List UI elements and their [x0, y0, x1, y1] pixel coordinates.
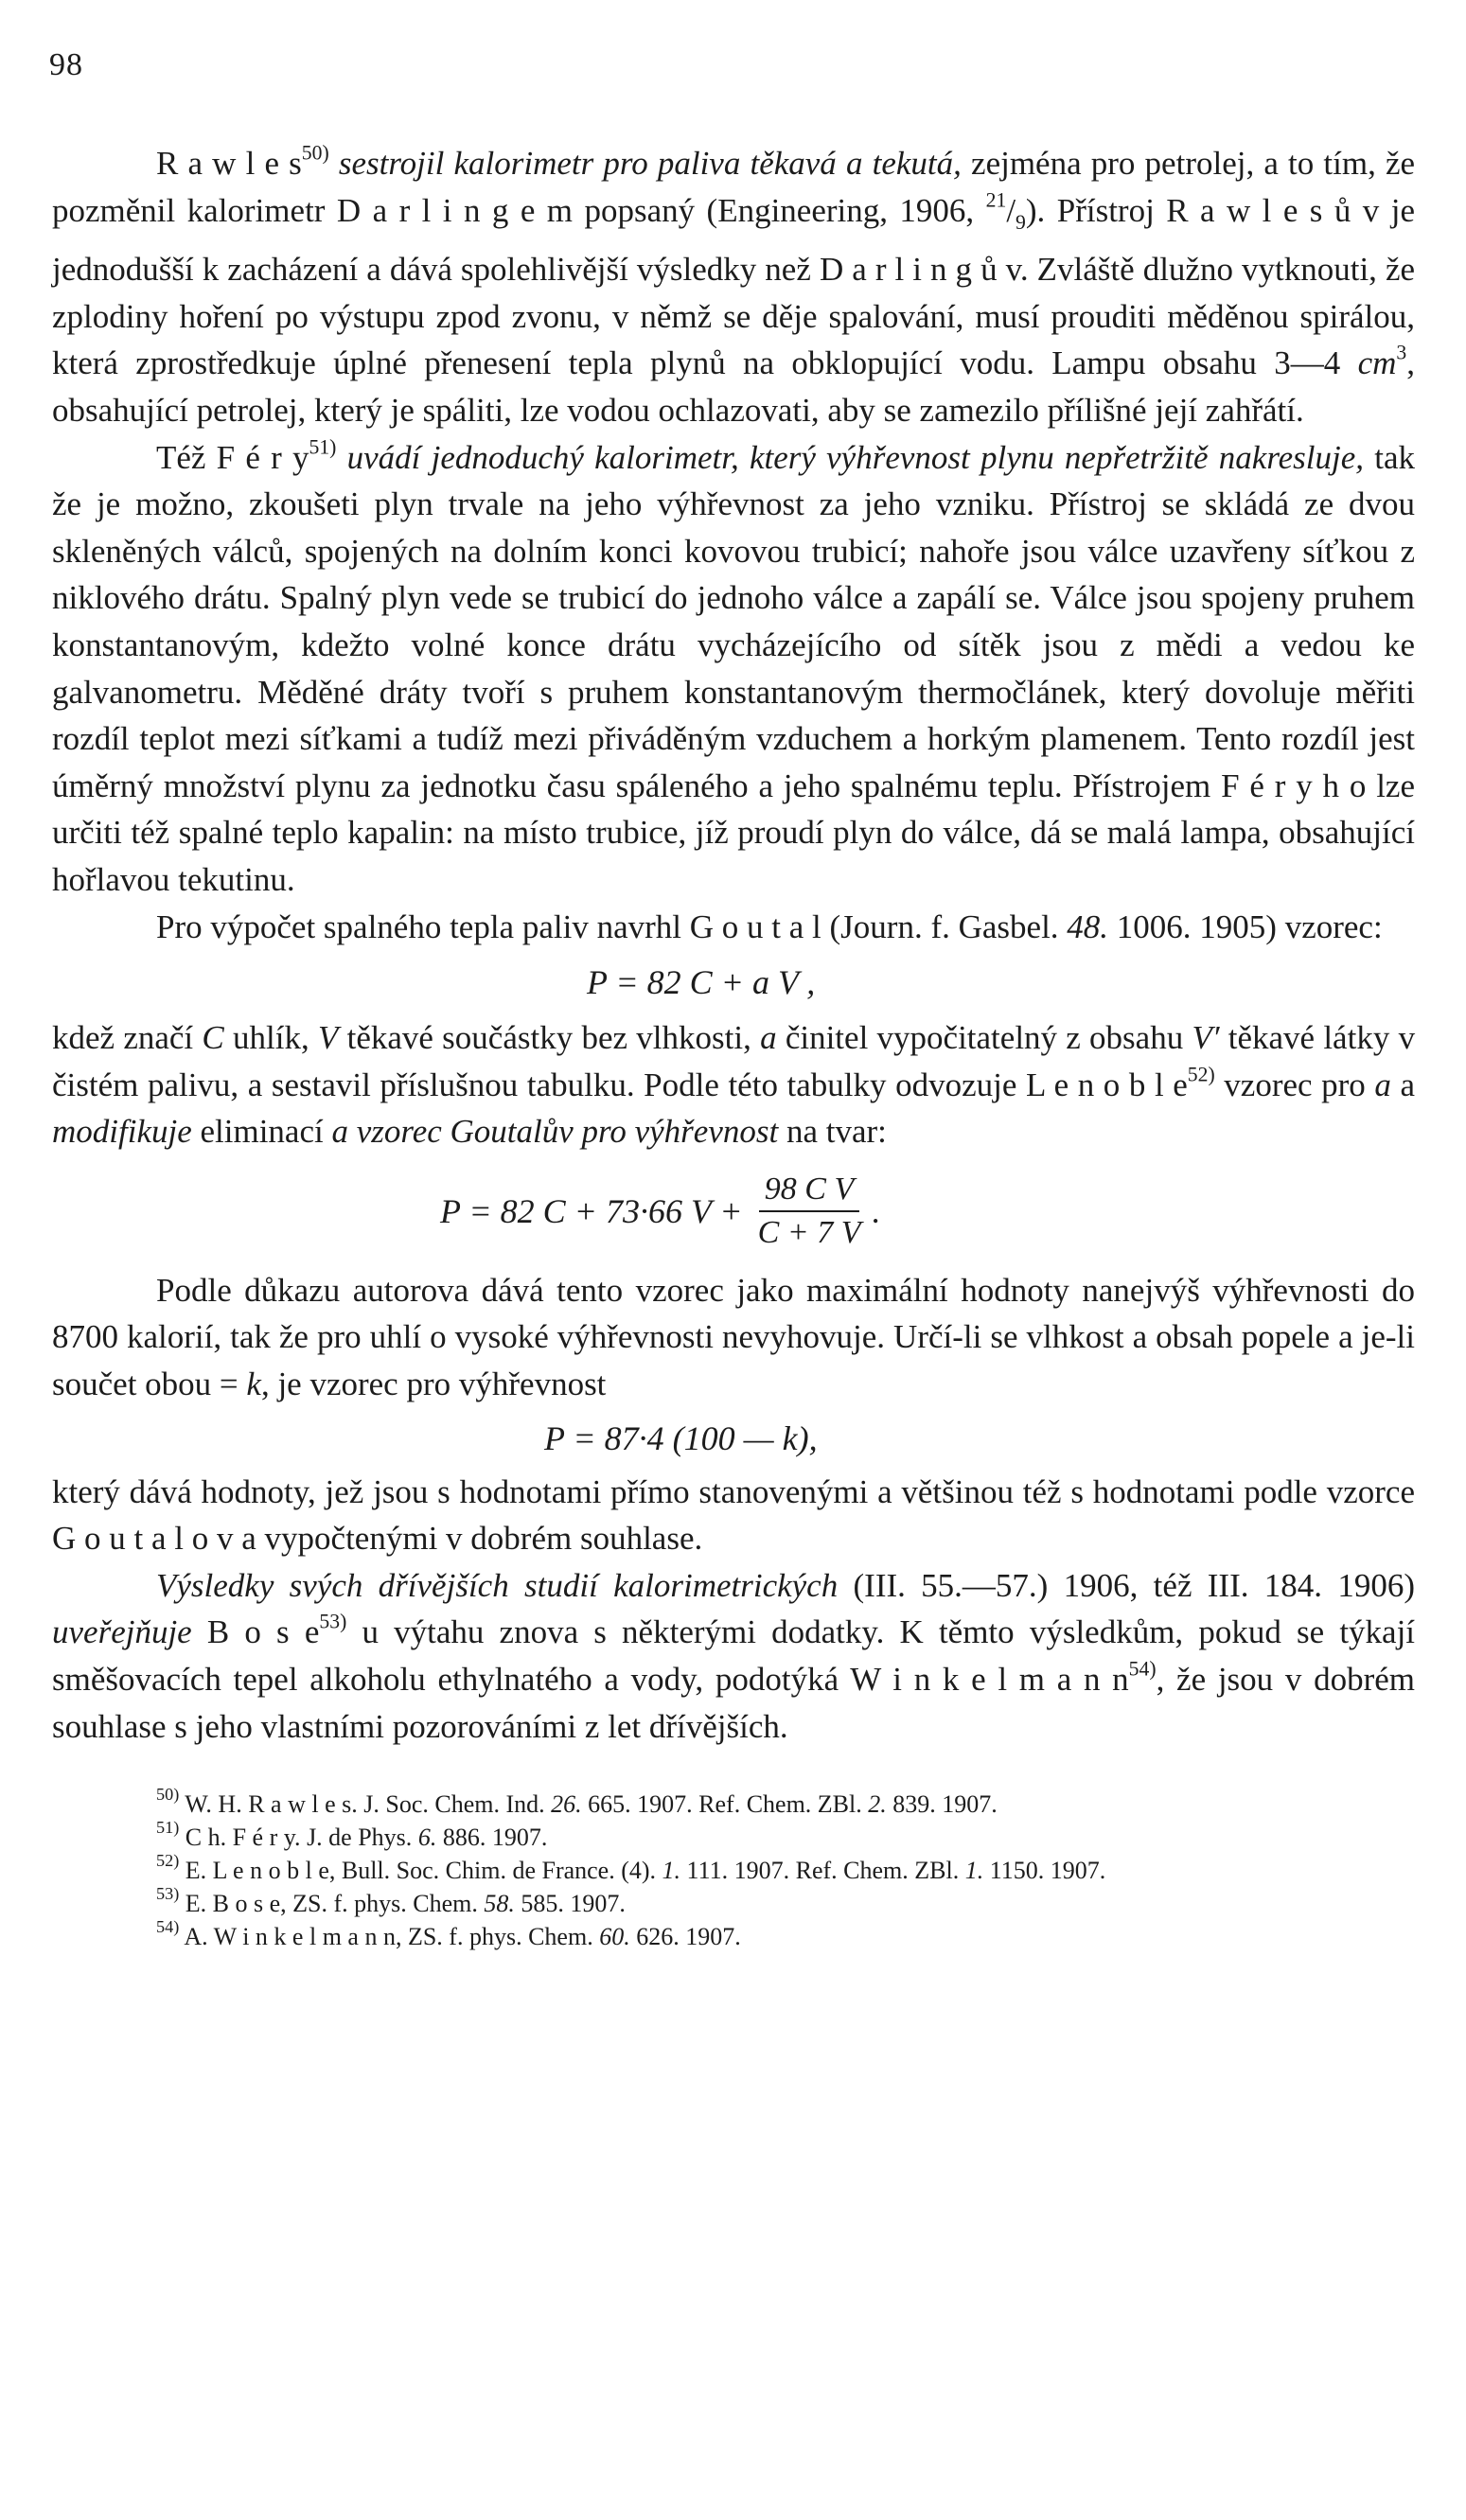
italic-span: uveřejňuje: [52, 1613, 192, 1651]
name-darlinguv: D a r l i n g ů v.: [819, 251, 1029, 289]
italic-span: a vzorec Goutalův pro výhřevnost: [331, 1113, 779, 1151]
footnote-volume: 2.: [868, 1790, 887, 1819]
paragraph-podle: [52, 1267, 1415, 1408]
text-span: (III. 55.—57.) 1906, též III. 184. 1906): [853, 1566, 1415, 1604]
text-span: eliminací: [200, 1113, 324, 1151]
footnote-50: [52, 1785, 1415, 1821]
ref-53: 53): [319, 1610, 347, 1633]
symbol-k: k: [246, 1366, 261, 1403]
italic-lead-fery: uvádí jednoduchý kalorimetr, který výhřevnost plynu nepřetržitě nakresluje,: [346, 438, 1365, 476]
footnote-volume: 1.: [662, 1857, 681, 1885]
text-span: Podle důkazu autorova dává tento vzorec jako maximální hodnoty nanejvýš výhřevnosti do 8700 kalorií, tak že pro uhlí o vysoké výhřevnosti nevyhovuje. Určí-li se vlhkost a obsah popele a je-li součet obou =: [52, 1271, 1415, 1403]
author-winkelmann: W i n k e l m a n n: [850, 1661, 1129, 1699]
name-darling: D a r l i n g e m: [336, 191, 574, 229]
text-span: ). Přístroj: [1025, 191, 1155, 229]
footnote-53: [52, 1884, 1415, 1920]
footnote-ref: 54): [156, 1917, 180, 1937]
footnote-source: J. de Phys.: [307, 1824, 413, 1852]
ref-50: 50): [301, 141, 329, 165]
fraction-numerator: 21: [985, 187, 1007, 211]
footnote-rest: 665. 1907. Ref. Chem. ZBl.: [588, 1790, 862, 1819]
author-goutal: G o u t a l: [689, 908, 821, 945]
text-span: (Journ. f. Gasbel.: [829, 908, 1059, 945]
text-span: je jednodušší k zacházení a dává spolehlivější výsledky než: [52, 191, 1415, 289]
footnote-volume: 1.: [964, 1857, 984, 1885]
footnotes: [52, 1785, 1415, 1953]
text-span: těkavé látky v čistém palivu, a sestavil příslušnou tabulku. Podle této tabulky odvozuje: [52, 1019, 1416, 1103]
text-span: činitel vypočitatelný z obsahu: [785, 1019, 1184, 1057]
text-span: na tvar:: [786, 1113, 887, 1151]
footnote-rest: 1150. 1907.: [989, 1857, 1106, 1885]
equation-fraction: [752, 1171, 867, 1252]
paragraph-rawles: R a w l e $s^{50)}$ sestrojil kalorimetr pro paliva těkavá a tekutá, zejména pro petrolej, a to tím, že pozměnil kalorimetr D a r l i n g e m popsaný (Engineering, 1906, $^{21}/_9$). Přístroj R a w l e s ů v je jednodušší k zacházení a dává spolehlivější výsledky než D a r l i n g ů v. Zvláště dlužno vytknouti, že zplodiny hoření po výstupu zpod zvonu, v němž se děje spalování, musí prouditi měděnou spirálou, která zprostředkuje úplné přenesení tepla plynů na obklopující vodu. Lampu obsahu 3—4 $cm^3$, obsahující petrolej, který je spáliti, lze vodou ochlazovati, aby se zamezilo přílišné její zahřátí.: [52, 141, 1416, 429]
text-span: vzorec pro: [1224, 1066, 1366, 1103]
text-span: zejména pro petrolej, a to tím, že pozměnil kalorimetr: [52, 145, 1416, 229]
footnote-source: ZS. f. phys. Chem.: [292, 1890, 478, 1918]
symbol-v-prime: V′: [1192, 1019, 1220, 1057]
equation-goutal: P = 82 C + a V ,: [587, 963, 816, 1002]
footnote-author: E. B o s e,: [185, 1890, 287, 1918]
main-text: [52, 140, 1415, 1953]
equation-lenoble: [52, 1155, 1415, 1267]
footnote-author: W. H. R a w l e s.: [185, 1790, 358, 1819]
name-feryho: F é r y h o: [1221, 767, 1367, 804]
footnote-source: Bull. Soc. Chim. de France. (4).: [341, 1857, 657, 1885]
paragraph-ktery: [52, 1469, 1415, 1562]
fraction-numerator: 98 C V: [759, 1171, 859, 1212]
ref-52: 52): [1187, 1063, 1215, 1086]
symbol-a: a: [760, 1019, 777, 1057]
author-lenoble: L e n o b l e: [1025, 1066, 1188, 1103]
author-rawles: R a w l e s: [156, 145, 302, 182]
footnote-ref: 52): [156, 1851, 180, 1871]
footnote-volume: 58.: [484, 1890, 515, 1918]
unit-exponent: 3: [1396, 341, 1407, 364]
ref-51: 51): [309, 434, 337, 458]
equation-moisture: P = 87·4 (100 — k),: [544, 1419, 818, 1457]
symbol-c: C: [202, 1019, 224, 1057]
text-span: , obsahující petrolej, který je spáliti, lze vodou ochlazovati, aby se zamezilo přílišné její zahřátí.: [52, 344, 1416, 429]
text-span: , že jsou v dobrém souhlase s jeho vlastními pozorováními z let dřívějších.: [52, 1661, 1415, 1745]
author-fery: F é r y: [216, 438, 309, 476]
footnote-author: C h. F é r y.: [185, 1824, 301, 1852]
footnote-ref: 53): [156, 1884, 180, 1904]
text-span: uhlík,: [233, 1019, 309, 1057]
text-span: lze určiti též spalné teplo kapalin: na místo trubice, jíž proudí plyn do válce, dá se malá lampa, obsahující hořlavou tekutinu.: [52, 767, 1415, 898]
unit-cm: cm: [1357, 344, 1397, 382]
text-span: tak že je možno, zkoušeti plyn trvale na jeho výhřevnost za jeho vzniku. Přístroj se skládá ze dvou skleněných válců, spojených na dolním konci kovovou trubicí; nahoře jsou válce uzavřeny síťkou z niklového drátu. Spalný plyn vede se trubicí do jednoho válce a zapálí se. Válce jsou spojeny pruhem konstantanovým, kdežto volné konce drátu vycházejícího od sítěk jsou z mědi a vedou ke galvanometru. Měděné dráty tvoří s pruhem konstantanovým thermočlánek, který dovoluje měřiti rozdíl teplot mezi síťkami a tudíž mezi přiváděným vzduchem a horkým plamenem. Tento rozdíl jest úměrný množství plynu za jednotku času spáleného a jeho spalnému teplu. Přístrojem: [52, 438, 1416, 804]
name-goutalova: G o u t a l o v a: [52, 1520, 256, 1558]
text-span: a: [1400, 1066, 1415, 1103]
paragraph-vysledky: [52, 1562, 1415, 1750]
text-span: Zvláště dlužno vytknouti, že zplodiny hoření po výstupu zpod zvonu, v němž se děje spalování, musí prouditi měděnou spirálou, která zprostředkuje úplné přenesení tepla plynů na obklopující vodu. Lampu obsahu 3—4: [52, 251, 1416, 382]
volume-number: 48.: [1067, 908, 1109, 945]
symbol-v: V: [317, 1019, 339, 1057]
fraction-denominator: C + 7 V: [757, 1214, 861, 1250]
footnote-source: ZS. f. phys. Chem.: [407, 1923, 593, 1951]
footnote-51: [52, 1818, 1415, 1854]
text-span: u výtahu znova s některými dodatky. K těmto výsledkům, pokud se týkají směšovacích tepel alkoholu ethylnatého a vody, podotýká: [52, 1613, 1416, 1699]
footnote-54: [52, 1917, 1415, 1953]
symbol-a: a: [1374, 1066, 1391, 1103]
footnote-rest: 111. 1907. Ref. Chem. ZBl.: [686, 1857, 960, 1885]
italic-lead-rawles: sestrojil kalorimetr pro paliva těkavá a tekutá,: [338, 145, 962, 182]
ref-54: 54): [1128, 1657, 1157, 1681]
text-span: těkavé součástky bez vlhkosti,: [346, 1019, 751, 1057]
fraction-denominator: 9: [1016, 210, 1026, 234]
text-span: , je vzorec pro výhřevnost: [260, 1366, 607, 1403]
italic-span: modifikuje: [52, 1113, 192, 1151]
name-rawlesuv: R a w l e s ů v: [1166, 191, 1380, 229]
paragraph-fery: [52, 434, 1415, 904]
text-span: popsaný (Engineering, 1906,: [584, 191, 975, 229]
footnote-ref: 50): [156, 1785, 180, 1805]
author-bose: B o s e: [206, 1613, 320, 1651]
paragraph-kdez: [52, 1014, 1415, 1155]
text-span: Pro výpočet spalného tepla paliv navrhl: [156, 908, 681, 945]
footnote-volume: 26.: [551, 1790, 582, 1819]
text-span: který dává hodnoty, jež jsou s hodnotami přímo stanovenými a většinou též s hodnotami podle vzorce: [52, 1472, 1415, 1510]
text-span: vypočtenými v dobrém souhlase.: [264, 1520, 703, 1558]
footnote-ref: 51): [156, 1818, 180, 1838]
footnote-rest: 626. 1907.: [636, 1923, 741, 1951]
text-span: 1006. 1905) vzorec:: [1116, 908, 1383, 945]
footnote-rest: 886. 1907.: [442, 1824, 548, 1852]
footnote-volume: 6.: [417, 1824, 437, 1852]
footnote-author: E. L e n o b l e,: [185, 1857, 336, 1885]
equation-end: .: [872, 1191, 881, 1230]
footnote-author: A. W i n k e l m a n n,: [184, 1923, 402, 1951]
text-span: Též: [156, 438, 206, 476]
equation-lhs: P = 82 C + 73·66 V +: [440, 1191, 743, 1230]
italic-span: Výsledky svých dřívějších studií kalorimetrických: [156, 1566, 839, 1604]
footnote-source: J. Soc. Chem. Ind.: [363, 1790, 545, 1819]
footnote-rest: 839. 1907.: [892, 1790, 998, 1819]
page-number: 98: [49, 47, 83, 82]
footnote-volume: 60.: [599, 1923, 630, 1951]
text-span: kdež značí: [52, 1019, 194, 1057]
footnote-rest: 585. 1907.: [521, 1890, 626, 1918]
footnote-52: [52, 1851, 1415, 1887]
footnote-separator: [52, 1750, 1415, 1788]
paragraph-goutal: [52, 904, 1415, 951]
